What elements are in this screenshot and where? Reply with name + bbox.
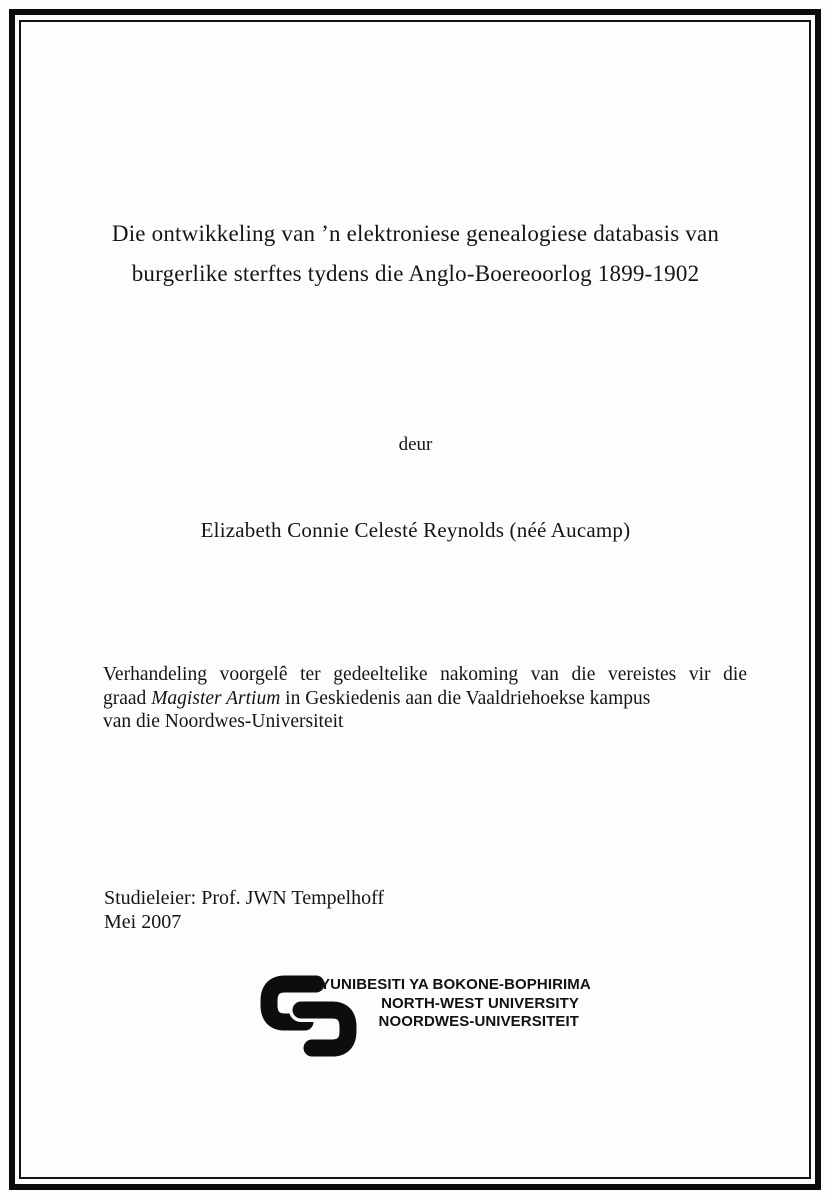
degree-statement-line2-post: in Geskiedenis aan die Vaaldriehoekse kampus [280,687,651,709]
byline-label: deur [398,434,433,455]
thesis-title [60,214,771,294]
degree-statement-line1: Verhandeling voorgelê ter gedeeltelike nakoming van die vereistes vir die [103,664,747,685]
degree-statement [103,663,747,734]
thesis-title-line2: burgerlike sterftes tydens die Anglo-Boereoorlog 1899-1902 [131,261,700,286]
degree-statement-line2 [103,687,747,711]
author-name: Elizabeth Connie Celesté Reynolds (néé Aucamp) [200,518,631,542]
nwu-logo [256,968,596,1068]
supervisor-line: Studieleier: Prof. JWN Tempelhoff [104,887,385,909]
nwu-logo-text [320,976,591,1032]
date-line: Mei 2007 [104,910,182,933]
thesis-title-line1: Die ontwikkeling van ’n elektroniese genealogiese databasis van [111,221,720,246]
nwu-logo-line-setswana: YUNIBESITI YA BOKONE-BOPHIRIMA [320,976,591,993]
nwu-logo-line-afrikaans: NOORDWES-UNIVERSITEIT [378,1013,579,1030]
credits-block [104,887,384,934]
nwu-logo-line-english: NORTH-WEST UNIVERSITY [381,994,579,1012]
degree-statement-line2-pre: graad [103,687,152,709]
degree-name-italic: Magister Artium [151,687,281,709]
degree-statement-line3: van die Noordwes-Universiteit [103,711,344,732]
